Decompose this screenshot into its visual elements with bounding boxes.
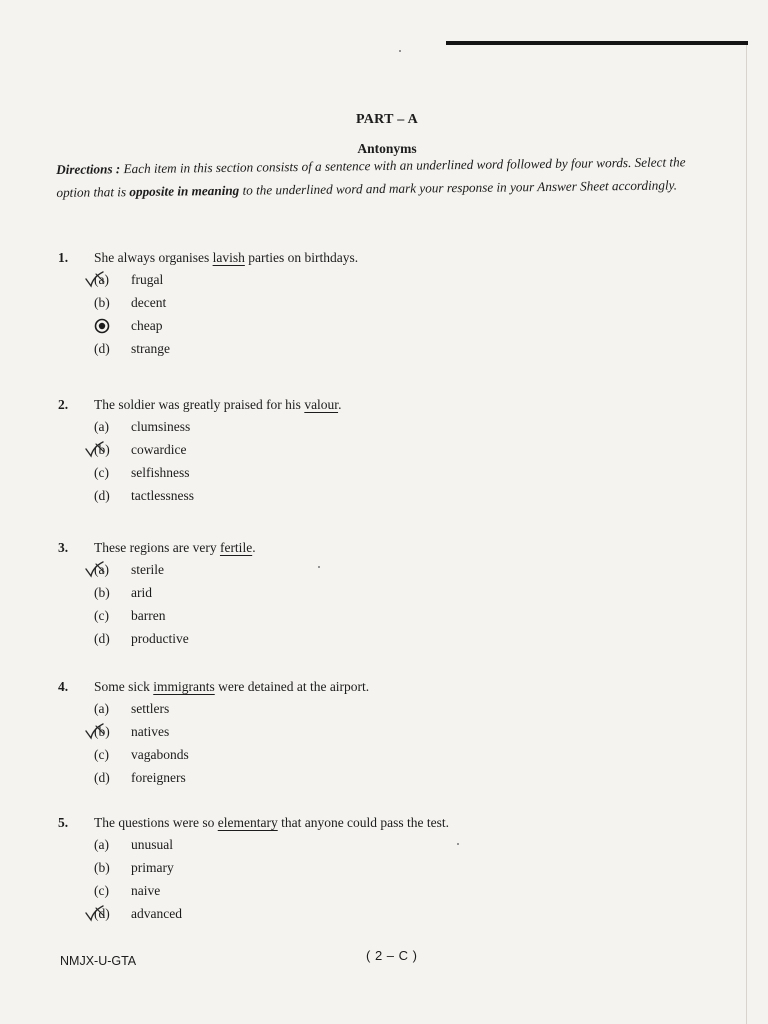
option-letter: (b) [94,860,110,875]
option-letter: (d) [94,631,110,646]
option-letter: (a) [94,562,109,577]
question-text-before: The soldier was greatly praised for his [94,397,305,412]
answer-option[interactable] [58,837,698,860]
option-text: decent [131,295,167,310]
option-letter: (c) [94,883,109,898]
answer-option[interactable] [58,883,698,906]
part-title: PART – A [355,112,419,127]
question-text-before: These regions are very [94,540,220,555]
option-text: settlers [131,701,170,716]
option-letter: (a) [94,701,109,716]
question-stem [58,250,698,272]
option-text: productive [131,631,189,646]
underlined-word: fertile [219,540,253,555]
option-text: clumsiness [131,419,191,434]
answer-option[interactable] [58,419,698,442]
scan-speck [399,50,401,52]
underlined-word: lavish [212,250,245,265]
question-stem [58,815,698,837]
option-text: unusual [131,837,173,852]
option-letter: (a) [94,837,109,852]
answer-option[interactable] [58,747,698,770]
option-text: sterile [131,562,164,577]
option-text: cheap [131,318,163,333]
question-number: 2. [58,397,69,412]
option-text: frugal [131,272,164,287]
question-item [58,540,698,654]
option-text: foreigners [131,770,186,785]
top-rule [446,41,748,45]
answer-option[interactable] [58,724,698,747]
answer-option[interactable] [58,906,698,929]
directions-label: Directions : [56,161,121,177]
answer-option[interactable] [58,608,698,631]
option-letter: (c) [94,465,109,480]
option-letter: (a) [94,419,109,434]
option-text: primary [131,860,174,875]
option-letter: (a) [94,272,109,287]
question-number: 4. [58,679,69,694]
question-text-after: . [338,397,342,412]
question-text-after: . [252,540,256,555]
directions-text: Each item in this section consists of a sentence with an underlined word followed by four words. Select the option that is [56,154,686,200]
question-item [58,397,698,511]
question-text [94,540,256,556]
option-text: vagabonds [131,747,189,762]
directions-emphasis: opposite in meaning [129,182,240,200]
question-text-before: The questions were so [94,815,218,830]
underlined-word: elementary [217,815,278,830]
question-text [94,815,449,831]
question-text [94,679,369,695]
option-letter: (b) [94,442,110,457]
question-text-after: parties on birthdays. [244,250,359,265]
filled-circle-mark-icon [94,318,110,334]
option-letter: (d) [94,770,110,785]
option-text: strange [131,341,170,356]
underlined-word: valour [304,397,339,412]
answer-option[interactable] [58,272,698,295]
question-number: 5. [58,815,69,830]
question-text-before: She always organises [94,250,213,265]
answer-option[interactable] [58,465,698,488]
footer-code: NMJX-U-GTA [60,954,137,968]
answer-option[interactable] [58,488,698,511]
answer-option[interactable] [58,631,698,654]
question-item [58,815,698,929]
option-text: advanced [131,906,182,921]
question-text-after: that anyone could pass the test. [277,815,450,830]
option-letter: (c) [94,608,109,623]
question-item [58,250,698,364]
answer-option[interactable] [58,295,698,318]
option-letter: (b) [94,585,110,600]
option-text: cowardice [131,442,187,457]
option-letter: (b) [94,724,110,739]
answer-option[interactable] [58,442,698,465]
question-text-after: were detained at the airport. [214,679,370,694]
option-letter: (c) [94,747,109,762]
answer-option[interactable] [58,585,698,608]
answer-option[interactable] [58,770,698,793]
answer-option[interactable] [58,701,698,724]
question-text-before: Some sick [94,679,154,694]
question-stem [58,679,698,701]
option-letter: (b) [94,295,110,310]
question-number: 1. [58,250,69,265]
question-number: 3. [58,540,69,555]
underlined-word: immigrants [153,679,215,694]
directions-paragraph [56,150,717,204]
question-stem [58,397,698,419]
answer-option[interactable] [58,341,698,364]
option-text: naive [131,883,161,898]
footer-page-number: ( 2 – C ) [366,948,418,963]
answer-option[interactable] [58,562,698,585]
question-item [58,679,698,793]
option-text: barren [131,608,166,623]
option-text: tactlessness [131,488,194,503]
section-title: Antonyms [357,141,417,156]
answer-option[interactable] [58,860,698,883]
answer-option[interactable] [58,318,698,341]
option-letter: (d) [94,341,110,356]
option-text: selfishness [131,465,190,480]
directions-text: to the underlined word and mark your response in your Answer Sheet accordingly. [239,177,678,198]
option-text: natives [131,724,170,739]
question-text [94,397,341,413]
option-text: arid [131,585,152,600]
option-letter: (d) [94,906,110,921]
question-stem [58,540,698,562]
option-letter: (d) [94,488,110,503]
page-edge [746,45,747,1024]
question-text [94,250,358,266]
